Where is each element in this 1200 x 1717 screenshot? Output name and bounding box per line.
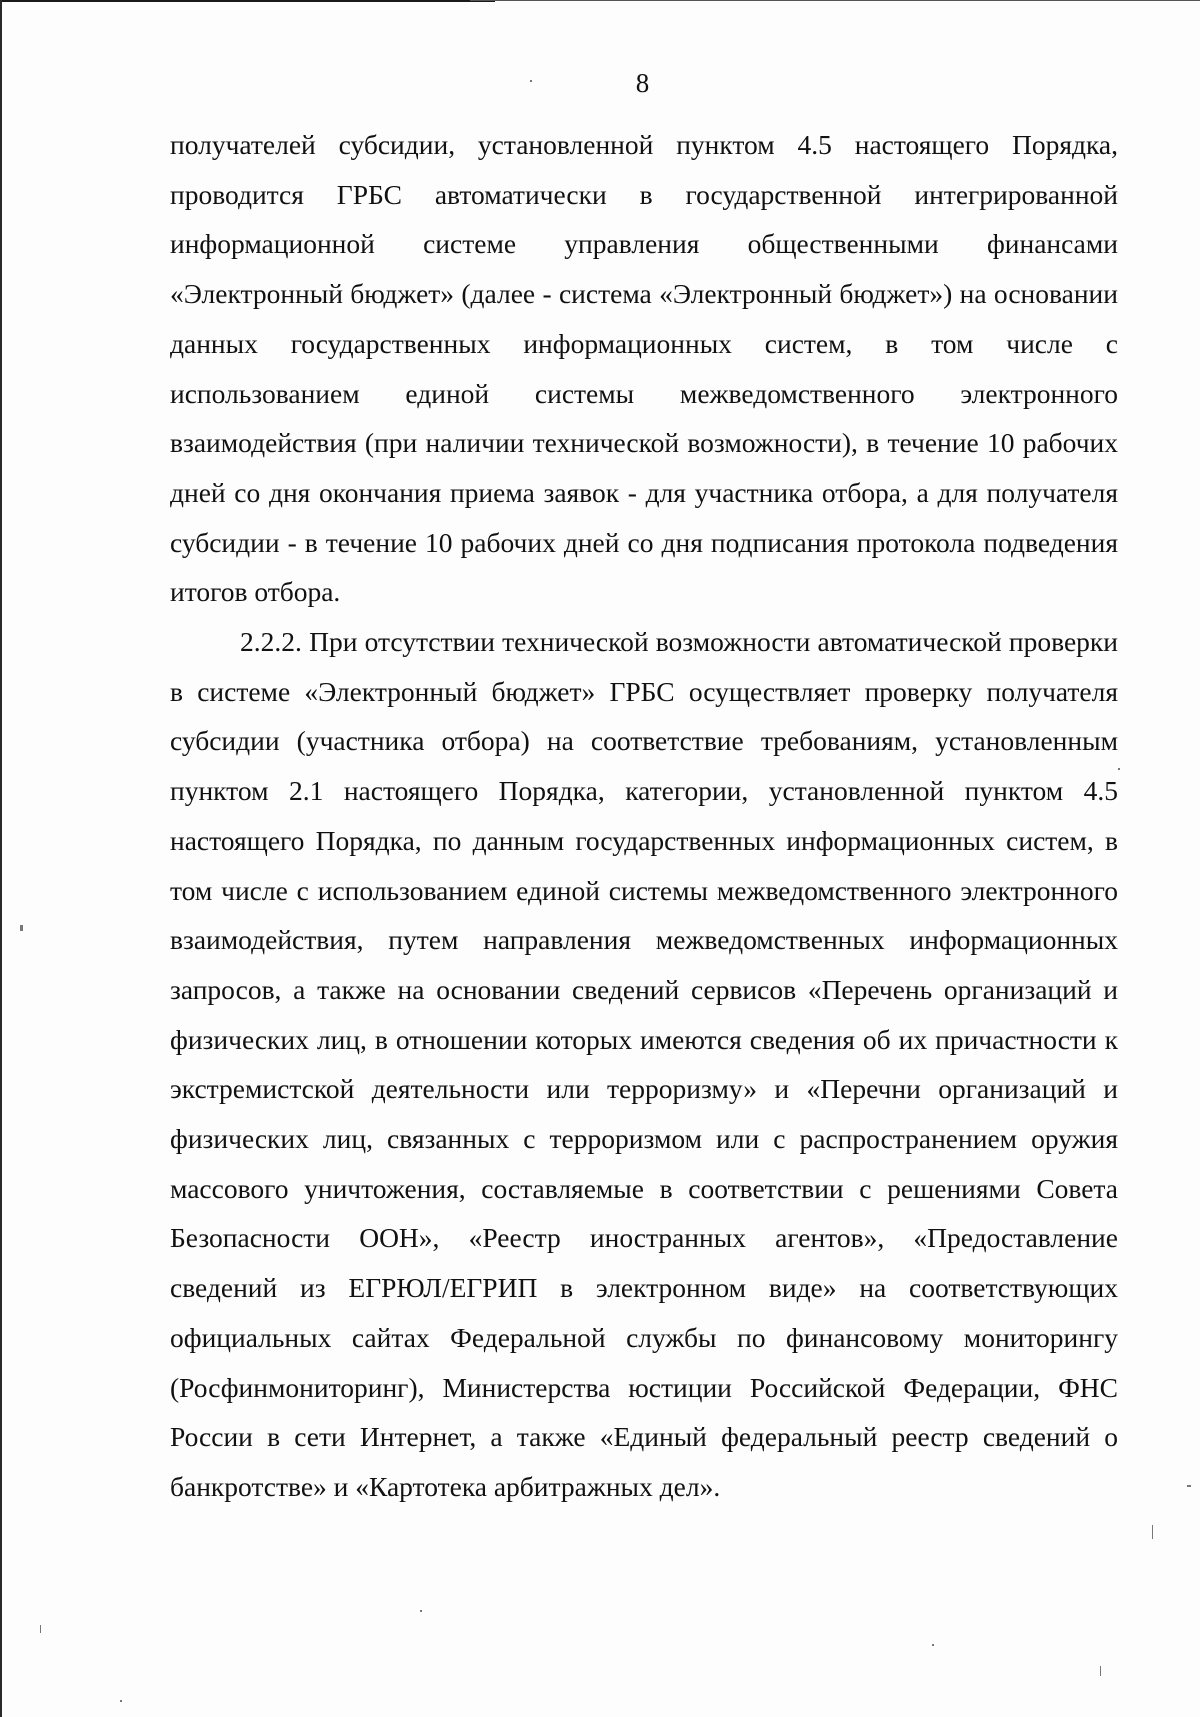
- document-body: [170, 120, 1118, 1512]
- scan-speck: [932, 1644, 934, 1646]
- scan-speck: [120, 1700, 122, 1702]
- page-number: 8: [635, 68, 650, 98]
- paragraph-2-2-2: 2.2.2. При отсутствии технической возможности автоматической проверки в системе «Электронный бюджет» ГРБС осуществляет проверку получателя субсидии (участника отбора) на соответствие требованиям, установленным пунктом 2.1 настоящего Порядка, категории, установленной пунктом 4.5 настоящего Порядка, по данным государственных информационных систем, в том числе с использованием единой системы межведомственного электронного взаимодействия, путем направления межведомственных информационных запросов, а также на основании сведений сервисов «Перечень организаций и физических лиц, в отношении которых имеются сведения об их причастности к экстремистской деятельности или терроризму» и «Перечни организаций и физических лиц, связанных с терроризмом или с распространением оружия массового уничтожения, составляемые в соответствии с решениями Совета Безопасности ООН», «Реестр иностранных агентов», «Предоставление сведений из ЕГРЮЛ/ЕГРИП в электронном виде» на соответствующих официальных сайтах Федеральной службы по финансовому мониторингу (Росфинмониторинг), Министерства юстиции Российской Федерации, ФНС России в сети Интернет, а также «Единый федеральный реестр сведений о банкротстве» и «Картотека арбитражных дел».: [170, 626, 1118, 1502]
- scan-speck: [20, 925, 23, 931]
- scan-border-left: [0, 0, 2, 1717]
- scan-speck: [420, 1610, 422, 1612]
- scan-speck: [1118, 768, 1120, 770]
- scan-speck: [530, 80, 532, 82]
- scan-speck: [40, 1625, 41, 1633]
- scan-border-top-thin: [470, 0, 1200, 1]
- paragraph-continuation: получателей субсидии, установленной пунктом 4.5 настоящего Порядка, проводится ГРБС автоматически в государственной интегрированной информационной системе управления общественными финансами «Электронный бюджет» (далее - система «Электронный бюджет») на основании данных государственных информационных систем, в том числе с использованием единой системы межведомственного электронного взаимодействия (при наличии технической возможности), в течение 10 рабочих дней со дня окончания приема заявок - для участника отбора, а для получателя субсидии - в течение 10 рабочих дней со дня подписания протокола подведения итогов отбора.: [170, 129, 1118, 608]
- scan-speck: [1152, 1525, 1153, 1539]
- scan-speck: [1187, 1485, 1191, 1487]
- scan-speck: [1100, 1666, 1101, 1676]
- scan-border-top: [0, 0, 495, 2]
